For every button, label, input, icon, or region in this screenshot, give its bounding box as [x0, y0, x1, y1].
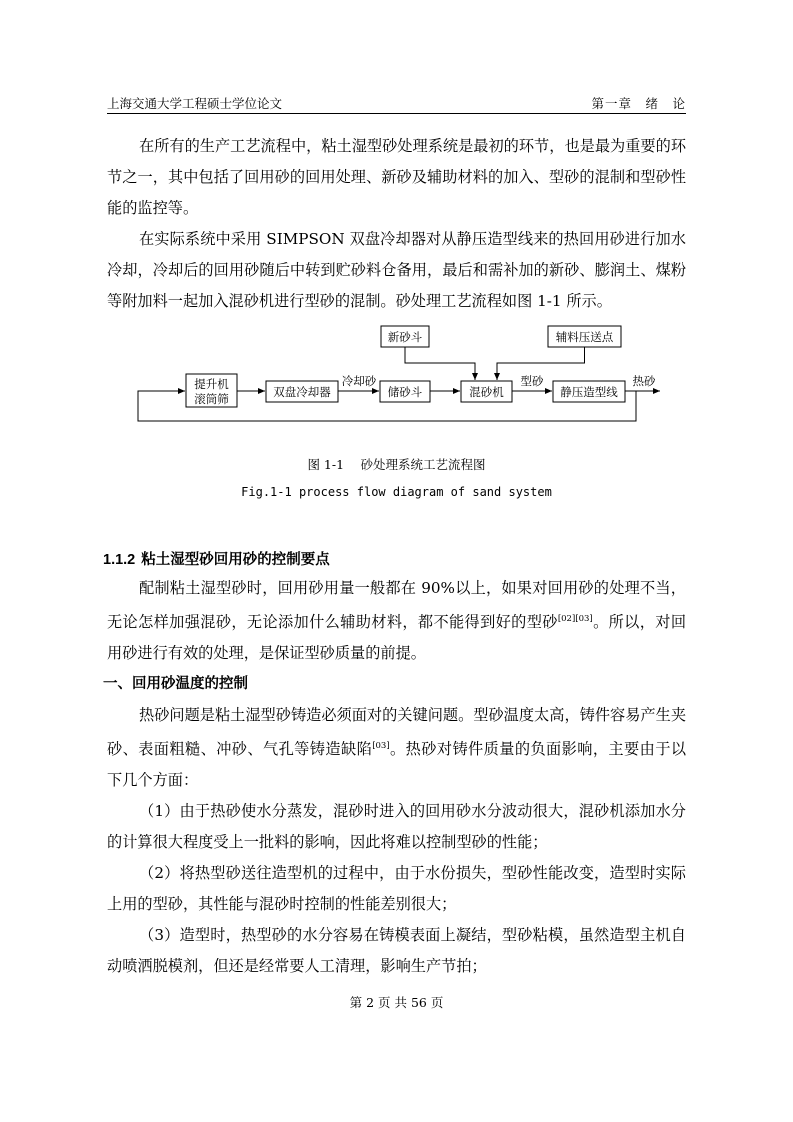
header-chapter: 第一章 绪 论 [591, 96, 686, 111]
label-molding-sand: 型砂 [520, 374, 544, 388]
box-elevator-label-1: 提升机 [194, 377, 229, 391]
section-title: 粘土湿型砂回用砂的控制要点 [141, 552, 330, 568]
box-additive-label: 辅料压送点 [555, 330, 614, 344]
paragraph-simpson: 在实际系统中采用 SIMPSON 双盘冷却器对从静压造型线来的热回用砂进行加水冷却，冷却后的回用砂随后中转到贮砂料仓备用，最后和需补加的新砂、膨润土、煤粉等附加料一起加入混砂机进行型砂的混制。砂处理工艺流程如图 1-1 所示。 [107, 230, 686, 310]
label-cooled-sand: 冷却砂 [341, 374, 377, 388]
box-storage-label: 储砂斗 [387, 385, 423, 399]
paragraph-text: 配制粘土湿型砂时，回用砂用量一般都在 90%以上，如果对回用砂的处理不当，无论怎样加强混砂，无论添加什么辅助材料，都不能得到好的型砂 [107, 579, 686, 631]
box-new-sand-hopper [381, 326, 429, 347]
box-sand-mixer [461, 381, 512, 402]
box-molding-label: 静压造型线 [560, 385, 618, 399]
box-mixer-label: 混砂机 [469, 385, 504, 399]
box-additive-feed [548, 326, 621, 347]
header-thesis-title: 上海交通大学工程硕士学位论文 [107, 96, 283, 111]
list-item-3: （3）造型时，热型砂的水分容易在铸模表面上凝结，型砂粘模，虽然造型主机自动喷洒脱模剂，但还是经常要人工清理，影响生产节拍； [107, 926, 686, 975]
figure-1-1 [107, 317, 686, 532]
citation-ref: [03] [372, 741, 390, 751]
list-item-1: （1）由于热砂使水分蒸发，混砂时进入的回用砂水分波动很大，混砂机添加水分的计算很大程度受上一批料的影响，因此将难以控制型砂的性能； [107, 802, 686, 851]
page-number: 第 2 页 共 56 页 [349, 995, 444, 1010]
section-heading-temperature: 一、回用砂温度的控制 [103, 676, 248, 692]
box-double-disc-cooler [266, 381, 338, 402]
label-hot-sand: 热砂 [632, 374, 656, 388]
paragraph-recycled-sand [107, 573, 686, 669]
box-elevator-label-2: 滚筒筛 [194, 392, 229, 406]
paragraph-intro: 在所有的生产工艺流程中，粘土湿型砂处理系统是最初的环节，也是最为重要的环节之一，其中包括了回用砂的回用处理、新砂及辅助材料的加入、型砂的混制和型砂性能的监控等。 [107, 137, 686, 217]
figure-caption-en: Fig.1-1 process flow diagram of sand system [241, 485, 552, 499]
paragraph-hot-sand [107, 700, 686, 796]
header-rule [107, 113, 686, 114]
citation-ref: [03] [575, 614, 593, 624]
arrow-new-sand-to-mixer [405, 347, 475, 380]
box-storage-hopper [380, 381, 430, 402]
box-molding-line [553, 381, 625, 402]
flow-diagram [107, 317, 686, 447]
citation-ref: [02] [557, 614, 576, 624]
page-body [103, 131, 687, 982]
box-elevator-screen [186, 374, 237, 407]
box-new-sand-label: 新砂斗 [387, 330, 423, 344]
paragraph-text: 。所以，对回用砂进行有效的处理，是保证型砂质量的前提。 [107, 613, 687, 662]
paragraph-text: 。热砂对铸件质量的负面影响，主要由于以下几个方面： [107, 740, 687, 789]
page-header [107, 94, 686, 114]
section-heading-1-1-2 [103, 547, 686, 573]
figure-caption-cn: 图 1-1 砂处理系统工艺流程图 [307, 457, 486, 472]
box-cooler-label: 双盘冷却器 [273, 385, 331, 399]
paragraph-text: 热砂问题是粘土湿型砂铸造必须面对的关键问题。型砂温度太高，铸件容易产生夹砂、表面粗糙、冲砂、气孔等铸造缺陷 [107, 706, 686, 758]
list-item-2: （2）将热型砂送往造型机的过程中，由于水份损失，型砂性能改变，造型时实际上用的型砂，其性能与混砂时控制的性能差别很大； [107, 864, 686, 913]
section-number: 1.1.2 [103, 552, 136, 568]
